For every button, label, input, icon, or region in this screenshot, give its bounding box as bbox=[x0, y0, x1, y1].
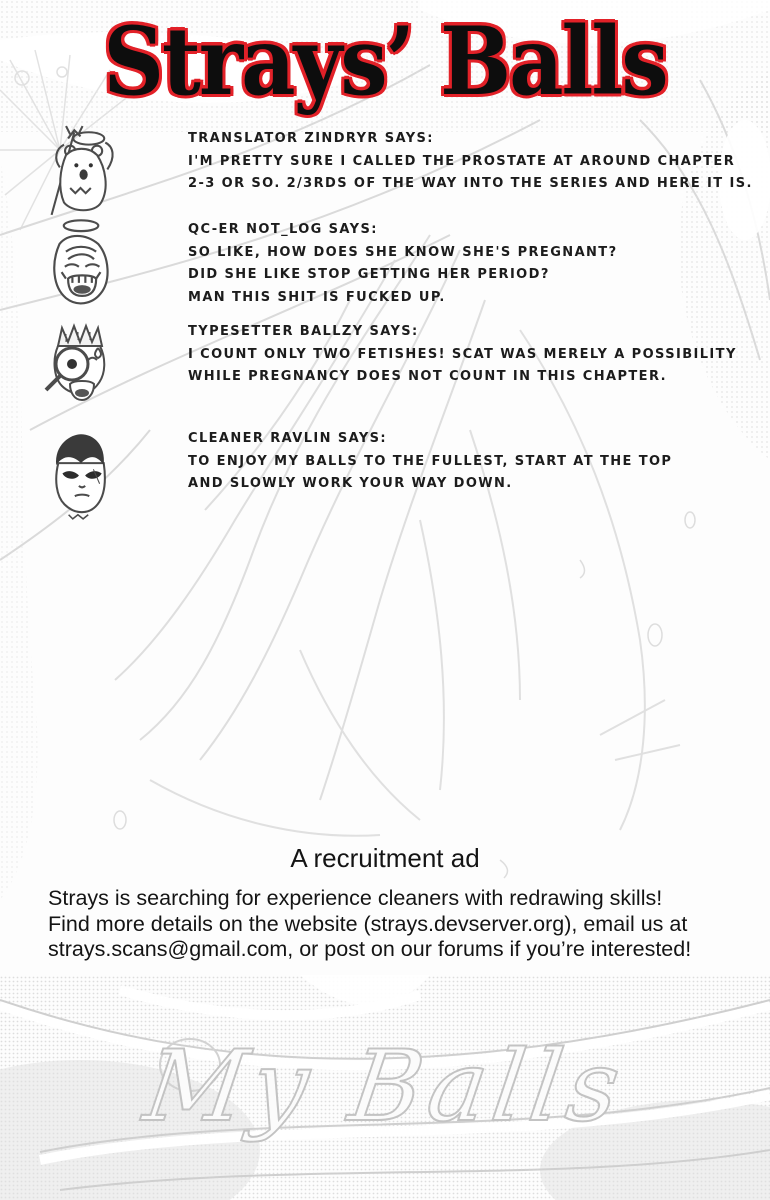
credit-label: CLEANER RAVLIN SAYS: bbox=[188, 431, 387, 446]
credit-label: TYPESETTER BALLZY SAYS: bbox=[188, 324, 419, 339]
recruitment-line: strays.scans@gmail.com, or post on our forums if you’re interested! bbox=[48, 937, 692, 961]
credit-line: MAN THIS SHIT IS FUCKED UP. bbox=[188, 289, 446, 305]
stern-dark-haired-man-avatar bbox=[28, 428, 133, 523]
credit-line: WHILE PREGNANCY DOES NOT COUNT IN THIS CHAPTER. bbox=[188, 369, 667, 384]
credit-line: SO LIKE, HOW DOES SHE KNOW SHE'S PREGNANT? bbox=[188, 244, 618, 260]
credit-label: QC-ER NOT_LOG SAYS: bbox=[188, 222, 378, 237]
hamster-wizard-avatar bbox=[28, 124, 133, 219]
credit-line: AND SLOWLY WORK YOUR WAY DOWN. bbox=[188, 476, 513, 491]
recruitment-line: Find more details on the website (strays.devserver.org), email us at bbox=[48, 911, 688, 936]
credit-line: TO ENJOY MY BALLS TO THE FULLEST, START AT THE TOP bbox=[188, 453, 673, 469]
credit-line: DID SHE LIKE STOP GETTING HER PERIOD? bbox=[188, 267, 550, 282]
credit-translator bbox=[188, 128, 753, 196]
angry-tiki-face-avatar bbox=[28, 216, 133, 311]
credit-qc bbox=[188, 219, 618, 309]
magnifying-glass-man-avatar bbox=[28, 320, 133, 415]
watermark-text: My Balls bbox=[137, 1030, 633, 1144]
credit-typesetter bbox=[188, 321, 737, 389]
recruitment-heading: A recruitment ad bbox=[290, 843, 480, 873]
recruitment-line: Strays is searching for experience cleaners with redrawing skills! bbox=[48, 886, 663, 910]
credit-cleaner bbox=[188, 428, 672, 496]
credit-line: 2-3 OR SO. 2/3RDS OF THE WAY INTO THE SERIES AND HERE IT IS. bbox=[188, 176, 753, 191]
credit-label: TRANSLATOR ZINDRYR SAYS: bbox=[188, 131, 434, 146]
credit-line: I COUNT ONLY TWO FETISHES! SCAT WAS MERELY A POSSIBILITY bbox=[188, 346, 737, 362]
credit-line: I'M PRETTY SURE I CALLED THE PROSTATE AT AROUND CHAPTER bbox=[188, 153, 736, 169]
page-title: Strays’ Balls bbox=[103, 5, 667, 117]
recruitment-body bbox=[48, 886, 691, 963]
